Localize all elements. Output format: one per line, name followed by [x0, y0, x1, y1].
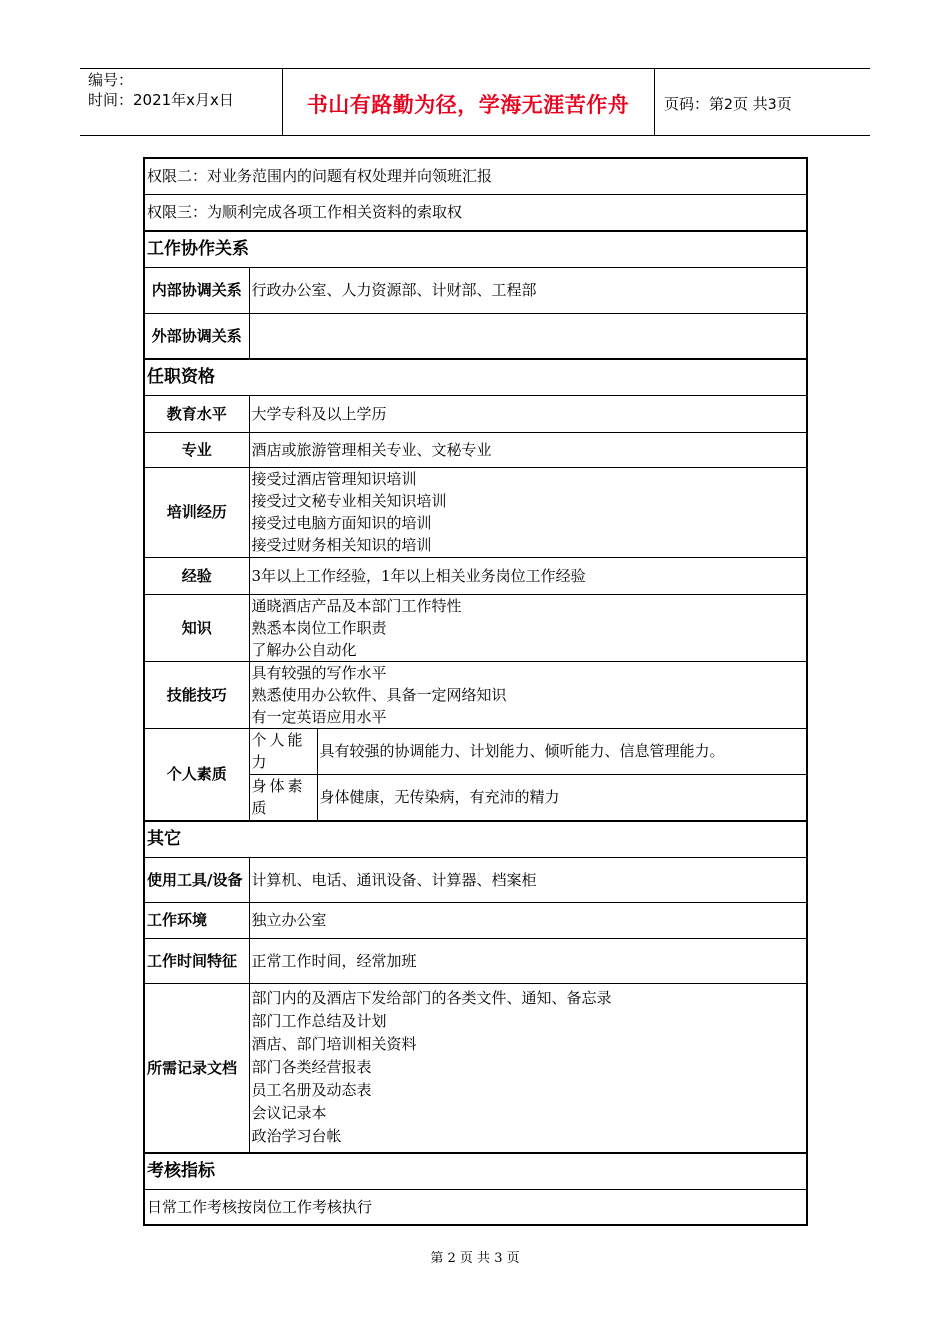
- skills-item: 具有较强的写作水平: [251, 663, 387, 682]
- education-label: 教育水平: [144, 395, 249, 432]
- authority-item-2: 权限二：对业务范围内的问题有权处理并向领班汇报: [144, 158, 807, 194]
- job-description-table: [143, 157, 808, 1226]
- document-time-label: 时间：2021年x月x日: [88, 91, 234, 109]
- skills-row: [144, 661, 807, 728]
- major-label: 专业: [144, 432, 249, 467]
- personal-ability-value: 具有较强的协调能力、计划能力、倾听能力、信息管理能力。: [317, 728, 807, 774]
- page-label-middle: 页 共: [732, 95, 768, 113]
- work-time-value: 正常工作时间，经常加班: [249, 938, 807, 983]
- personal-ability-row: [144, 728, 807, 774]
- required-doc-item: 员工名册及动态表: [251, 1081, 372, 1100]
- training-label: 培训经历: [144, 467, 249, 557]
- personal-ability-label: 个人能力: [249, 728, 317, 774]
- cooperation-section-title: 工作协作关系: [144, 231, 807, 267]
- authority-row-3: [144, 194, 807, 231]
- knowledge-item: 熟悉本岗位工作职责: [251, 618, 387, 637]
- header-top-rule: [80, 68, 870, 69]
- required-doc-item: 酒店、部门培训相关资料: [251, 1035, 417, 1054]
- tools-value: 计算机、电话、通讯设备、计算器、档案柜: [249, 857, 807, 902]
- internal-coordination-row: [144, 267, 807, 313]
- header-bottom-rule: [80, 135, 870, 136]
- environment-label: 工作环境: [144, 902, 249, 938]
- required-doc-item: 政治学习台帐: [251, 1127, 342, 1146]
- knowledge-item: 通晓酒店产品及本部门工作特性: [251, 596, 462, 615]
- assessment-section-title: 考核指标: [144, 1153, 807, 1189]
- major-value: 酒店或旅游管理相关专业、文秘专业: [249, 432, 807, 467]
- qualification-section-title: 任职资格: [144, 359, 807, 395]
- experience-value: 3年以上工作经验，1年以上相关业务岗位工作经验: [249, 557, 807, 594]
- skills-item: 熟悉使用办公软件、具备一定网络知识: [251, 685, 507, 704]
- training-item: 接受过酒店管理知识培训: [251, 470, 417, 488]
- required-doc-item: 会议记录本: [251, 1104, 327, 1123]
- skills-list: [249, 661, 807, 728]
- required-doc-item: 部门各类经营报表: [251, 1058, 372, 1077]
- assessment-section-row: [144, 1153, 807, 1189]
- skills-item: 有一定英语应用水平: [251, 707, 387, 726]
- page-label-suffix: 页: [776, 95, 792, 113]
- training-row: [144, 467, 807, 557]
- header-meta: [88, 70, 234, 110]
- page-label-prefix: 页码：第: [664, 95, 725, 113]
- external-coordination-row: [144, 313, 807, 359]
- header-divider-right: [654, 68, 655, 136]
- external-coordination-label: 外部协调关系: [144, 313, 249, 359]
- knowledge-row: [144, 594, 807, 661]
- experience-row: [144, 557, 807, 594]
- qualification-section-row: [144, 359, 807, 395]
- physical-quality-value: 身体健康，无传染病，有充沛的精力: [317, 774, 807, 821]
- education-value: 大学专科及以上学历: [249, 395, 807, 432]
- document-number-label: 编号：: [88, 71, 134, 89]
- authority-item-3: 权限三：为顺利完成各项工作相关资料的索取权: [144, 194, 807, 231]
- assessment-value: 日常工作考核按岗位工作考核执行: [144, 1189, 807, 1225]
- training-list: [249, 467, 807, 557]
- page-number: 2: [724, 97, 733, 113]
- skills-label: 技能技巧: [144, 661, 249, 728]
- internal-coordination-value: 行政办公室、人力资源部、计财部、工程部: [249, 267, 807, 313]
- personal-quality-label: 个人素质: [144, 728, 249, 821]
- authority-row-2: [144, 158, 807, 194]
- assessment-row: [144, 1189, 807, 1225]
- environment-value: 独立办公室: [249, 902, 807, 938]
- major-row: [144, 432, 807, 467]
- environment-row: [144, 902, 807, 938]
- work-time-row: [144, 938, 807, 983]
- training-item: 接受过电脑方面知识的培训: [251, 514, 432, 532]
- education-row: [144, 395, 807, 432]
- internal-coordination-label: 内部协调关系: [144, 267, 249, 313]
- required-doc-item: 部门内的及酒店下发给部门的各类文件、通知、备忘录: [251, 989, 612, 1008]
- other-section-title: 其它: [144, 821, 807, 857]
- required-doc-item: 部门工作总结及计划: [251, 1012, 387, 1031]
- knowledge-item: 了解办公自动化: [251, 640, 357, 659]
- work-time-label: 工作时间特征: [144, 938, 249, 983]
- tools-row: [144, 857, 807, 902]
- knowledge-list: [249, 594, 807, 661]
- training-item: 接受过财务相关知识的培训: [251, 536, 432, 554]
- header-motto: 书山有路勤为径，学海无涯苦作舟: [306, 93, 630, 117]
- knowledge-label: 知识: [144, 594, 249, 661]
- required-docs-label: 所需记录文档: [144, 983, 249, 1153]
- required-docs-row: [144, 983, 807, 1153]
- experience-label: 经验: [144, 557, 249, 594]
- page-footer: 第 2 页 共 3 页: [430, 1251, 520, 1266]
- physical-quality-label: 身体素质: [249, 774, 317, 821]
- header-page-info: [664, 93, 792, 114]
- page-total: 3: [767, 97, 777, 113]
- other-section-row: [144, 821, 807, 857]
- tools-label: 使用工具/设备: [144, 857, 249, 902]
- external-coordination-value: [249, 313, 807, 359]
- training-item: 接受过文秘专业相关知识培训: [251, 492, 447, 510]
- required-docs-list: [249, 983, 807, 1153]
- cooperation-section-row: [144, 231, 807, 267]
